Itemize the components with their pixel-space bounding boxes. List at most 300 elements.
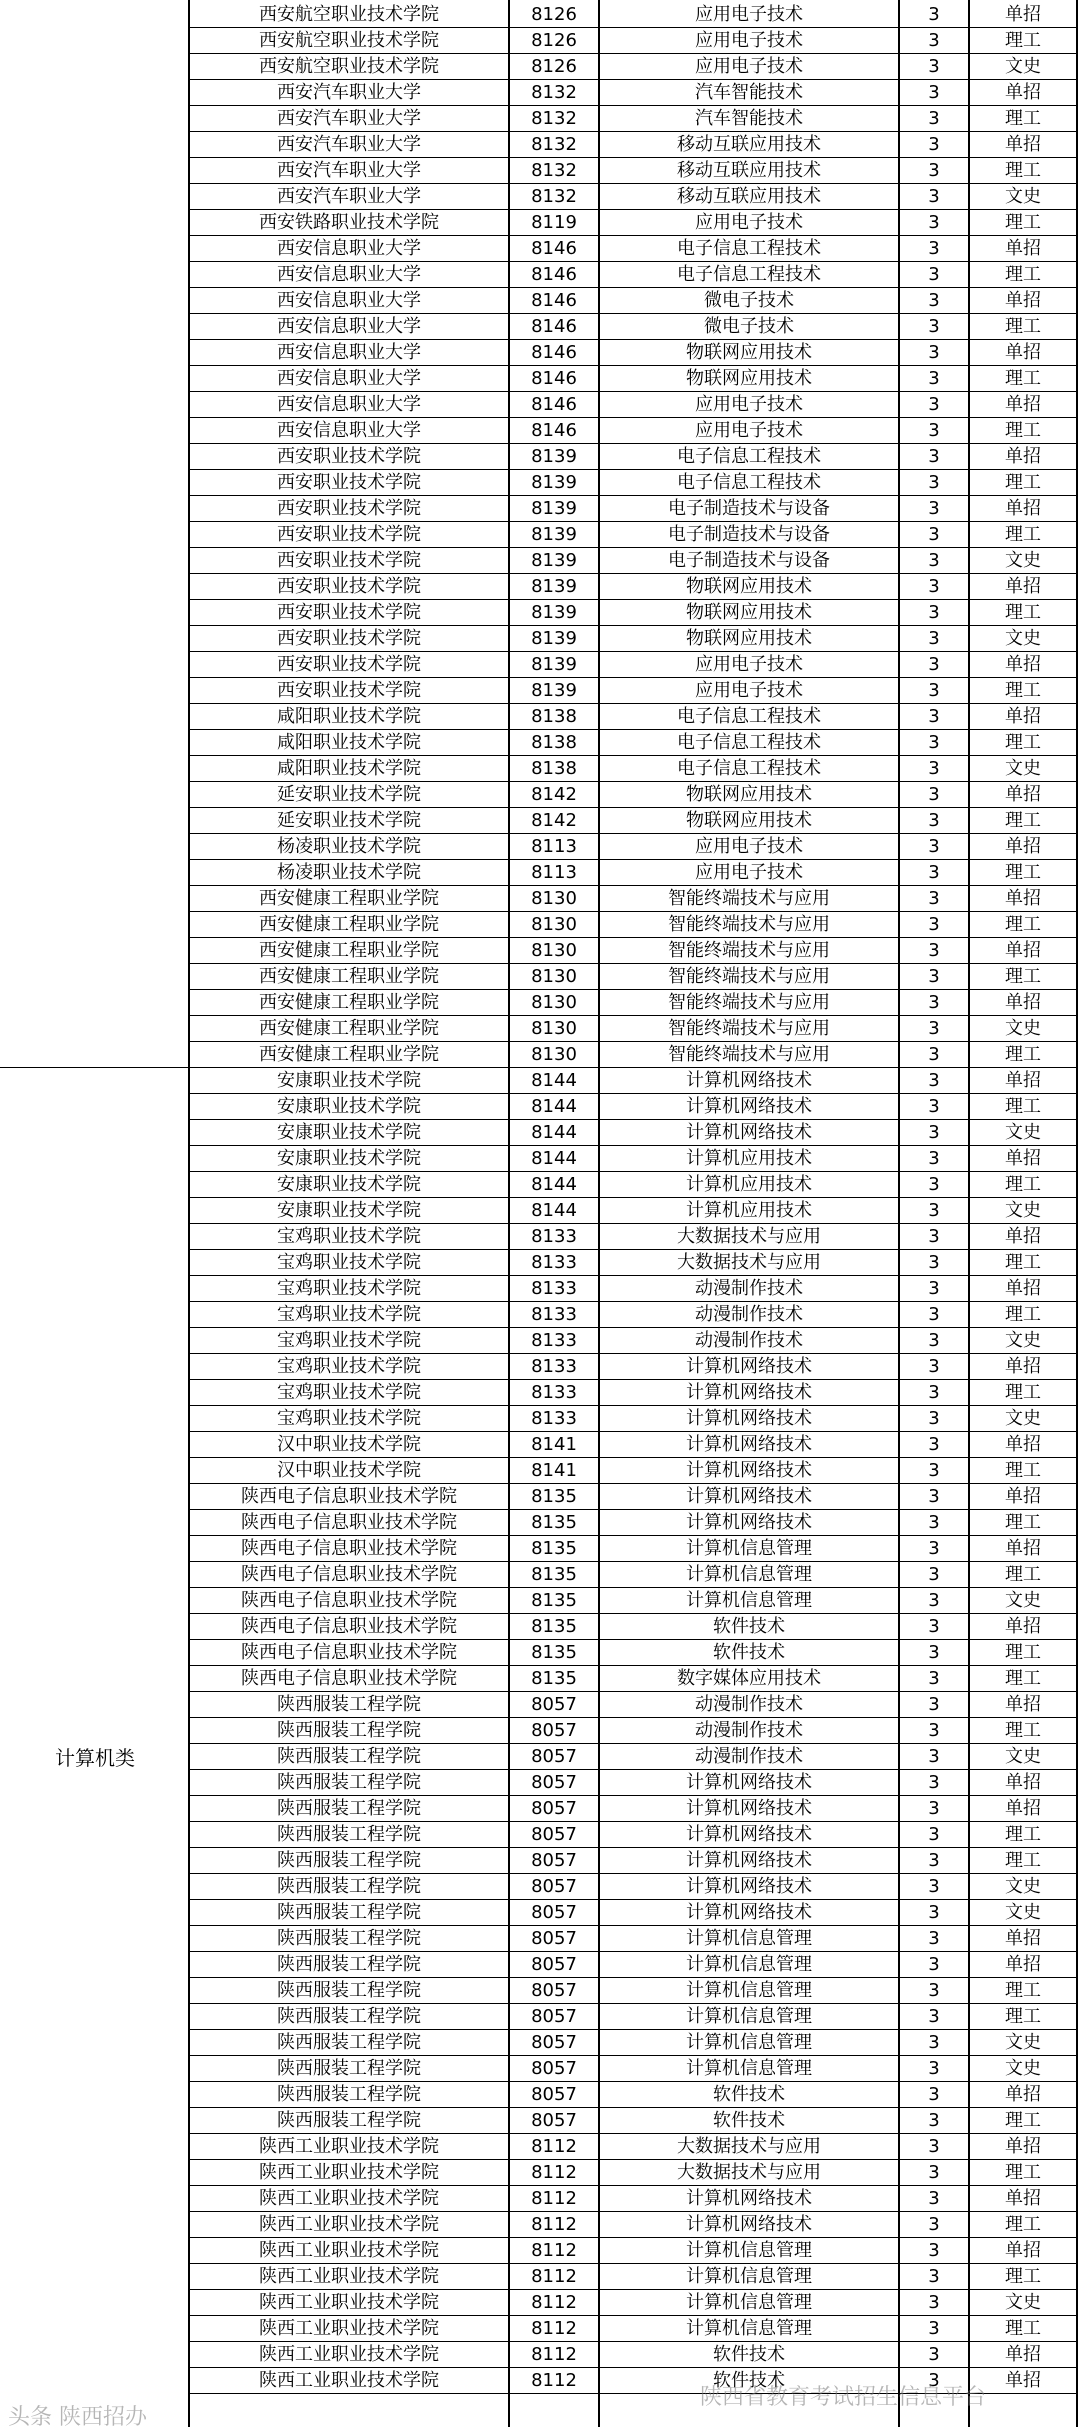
type-cell: 单招 <box>1005 1148 1041 1169</box>
code-cell: 8132 <box>531 108 577 129</box>
school-cell: 杨凌职业技术学院 <box>277 836 421 857</box>
code-cell: 8057 <box>531 1720 577 1741</box>
school-cell: 宝鸡职业技术学院 <box>277 1226 421 1247</box>
years-cell: 3 <box>928 1174 940 1195</box>
code-cell: 8126 <box>531 30 577 51</box>
major-cell: 计算机网络技术 <box>686 1408 812 1429</box>
code-cell: 8112 <box>531 2188 577 2209</box>
years-cell: 3 <box>928 134 940 155</box>
major-cell: 计算机信息管理 <box>686 1980 812 2001</box>
major-cell: 电子信息工程技术 <box>677 732 821 753</box>
type-cell: 单招 <box>1005 1070 1041 1091</box>
major-cell: 动漫制作技术 <box>695 1330 803 1351</box>
major-cell: 计算机信息管理 <box>686 2006 812 2027</box>
school-cell: 宝鸡职业技术学院 <box>277 1304 421 1325</box>
school-cell: 陕西工业职业技术学院 <box>259 2292 439 2313</box>
school-cell: 陕西电子信息职业技术学院 <box>241 1538 457 1559</box>
type-cell: 理工 <box>1005 1252 1041 1273</box>
code-cell: 8057 <box>531 1954 577 1975</box>
years-cell: 3 <box>928 238 940 259</box>
school-cell: 陕西服装工程学院 <box>277 2084 421 2105</box>
type-cell: 单招 <box>1005 1928 1041 1949</box>
major-cell: 计算机信息管理 <box>686 2292 812 2313</box>
years-cell: 3 <box>928 524 940 545</box>
major-cell: 应用电子技术 <box>695 680 803 701</box>
years-cell: 3 <box>928 1954 940 1975</box>
code-cell: 8133 <box>531 1356 577 1377</box>
type-cell: 理工 <box>1005 1564 1041 1585</box>
school-cell: 西安职业技术学院 <box>277 628 421 649</box>
code-cell: 8139 <box>531 550 577 571</box>
type-cell: 文史 <box>1005 628 1041 649</box>
major-cell: 应用电子技术 <box>695 654 803 675</box>
type-cell: 理工 <box>1005 2214 1041 2235</box>
major-cell: 计算机应用技术 <box>686 1148 812 1169</box>
school-cell: 西安职业技术学院 <box>277 550 421 571</box>
type-cell: 单招 <box>1005 1954 1041 1975</box>
major-cell: 计算机网络技术 <box>686 1772 812 1793</box>
years-cell: 3 <box>928 2136 940 2157</box>
years-cell: 3 <box>928 1096 940 1117</box>
years-cell: 3 <box>928 1746 940 1767</box>
type-cell: 单招 <box>1005 1772 1041 1793</box>
years-cell: 3 <box>928 1408 940 1429</box>
type-cell: 理工 <box>1005 160 1041 181</box>
school-cell: 陕西服装工程学院 <box>277 2006 421 2027</box>
school-cell: 西安健康工程职业学院 <box>259 966 439 987</box>
major-cell: 电子信息工程技术 <box>677 706 821 727</box>
school-cell: 陕西服装工程学院 <box>277 1720 421 1741</box>
type-cell: 单招 <box>1005 1616 1041 1637</box>
major-cell: 智能终端技术与应用 <box>668 992 830 1013</box>
code-cell: 8057 <box>531 2110 577 2131</box>
type-cell: 单招 <box>1005 394 1041 415</box>
school-cell: 陕西服装工程学院 <box>277 1850 421 1871</box>
major-cell: 物联网应用技术 <box>686 576 812 597</box>
major-cell: 应用电子技术 <box>695 4 803 25</box>
type-cell: 单招 <box>1005 498 1041 519</box>
school-cell: 西安职业技术学院 <box>277 524 421 545</box>
major-cell: 物联网应用技术 <box>686 602 812 623</box>
major-cell: 汽车智能技术 <box>695 108 803 129</box>
type-cell: 单招 <box>1005 1356 1041 1377</box>
type-cell: 理工 <box>1005 1720 1041 1741</box>
years-cell: 3 <box>928 2188 940 2209</box>
type-cell: 单招 <box>1005 1798 1041 1819</box>
school-cell: 西安信息职业大学 <box>277 238 421 259</box>
years-cell: 3 <box>928 316 940 337</box>
major-cell: 移动互联应用技术 <box>677 134 821 155</box>
type-cell: 文史 <box>1005 2292 1041 2313</box>
code-cell: 8146 <box>531 368 577 389</box>
type-cell: 文史 <box>1005 1408 1041 1429</box>
type-cell: 理工 <box>1005 316 1041 337</box>
code-cell: 8132 <box>531 186 577 207</box>
major-cell: 电子信息工程技术 <box>677 446 821 467</box>
years-cell: 3 <box>928 1694 940 1715</box>
years-cell: 3 <box>928 966 940 987</box>
school-cell: 汉中职业技术学院 <box>277 1434 421 1455</box>
code-cell: 8130 <box>531 1018 577 1039</box>
school-cell: 陕西工业职业技术学院 <box>259 2266 439 2287</box>
major-cell: 软件技术 <box>713 2344 785 2365</box>
type-cell: 理工 <box>1005 420 1041 441</box>
years-cell: 3 <box>928 2240 940 2261</box>
major-cell: 智能终端技术与应用 <box>668 888 830 909</box>
code-cell: 8057 <box>531 1798 577 1819</box>
major-cell: 应用电子技术 <box>695 836 803 857</box>
type-cell: 单招 <box>1005 1278 1041 1299</box>
type-cell: 理工 <box>1005 524 1041 545</box>
type-cell: 单招 <box>1005 836 1041 857</box>
major-cell: 汽车智能技术 <box>695 82 803 103</box>
code-cell: 8132 <box>531 134 577 155</box>
school-cell: 西安信息职业大学 <box>277 290 421 311</box>
school-cell: 西安汽车职业大学 <box>277 82 421 103</box>
years-cell: 3 <box>928 82 940 103</box>
years-cell: 3 <box>928 2032 940 2053</box>
major-cell: 动漫制作技术 <box>695 1720 803 1741</box>
years-cell: 3 <box>928 784 940 805</box>
major-cell: 计算机信息管理 <box>686 2266 812 2287</box>
type-cell: 理工 <box>1005 2006 1041 2027</box>
type-cell: 理工 <box>1005 2110 1041 2131</box>
school-cell: 陕西服装工程学院 <box>277 1694 421 1715</box>
years-cell: 3 <box>928 654 940 675</box>
type-cell: 理工 <box>1005 1382 1041 1403</box>
years-cell: 3 <box>928 2110 940 2131</box>
watermark-right: 陕西省教育考试招生信息平台 <box>700 2385 987 2410</box>
years-cell: 3 <box>928 368 940 389</box>
school-cell: 西安职业技术学院 <box>277 576 421 597</box>
school-cell: 陕西电子信息职业技术学院 <box>241 1512 457 1533</box>
type-cell: 文史 <box>1005 550 1041 571</box>
major-cell: 智能终端技术与应用 <box>668 966 830 987</box>
years-cell: 3 <box>928 394 940 415</box>
type-cell: 单招 <box>1005 4 1041 25</box>
major-cell: 电子信息工程技术 <box>677 758 821 779</box>
type-cell: 理工 <box>1005 2162 1041 2183</box>
school-cell: 西安信息职业大学 <box>277 342 421 363</box>
years-cell: 3 <box>928 2292 940 2313</box>
major-cell: 移动互联应用技术 <box>677 160 821 181</box>
code-cell: 8112 <box>531 2136 577 2157</box>
code-cell: 8139 <box>531 472 577 493</box>
years-cell: 3 <box>928 1980 940 2001</box>
type-cell: 理工 <box>1005 1824 1041 1845</box>
years-cell: 3 <box>928 1330 940 1351</box>
type-cell: 理工 <box>1005 108 1041 129</box>
years-cell: 3 <box>928 1798 940 1819</box>
major-cell: 应用电子技术 <box>695 56 803 77</box>
school-cell: 陕西服装工程学院 <box>277 2110 421 2131</box>
school-cell: 西安职业技术学院 <box>277 498 421 519</box>
major-cell: 动漫制作技术 <box>695 1304 803 1325</box>
major-cell: 动漫制作技术 <box>695 1694 803 1715</box>
years-cell: 3 <box>928 862 940 883</box>
years-cell: 3 <box>928 1850 940 1871</box>
code-cell: 8139 <box>531 602 577 623</box>
type-cell: 文史 <box>1005 56 1041 77</box>
code-cell: 8139 <box>531 680 577 701</box>
years-cell: 3 <box>928 1304 940 1325</box>
type-cell: 文史 <box>1005 1902 1041 1923</box>
code-cell: 8057 <box>531 1746 577 1767</box>
type-cell: 单招 <box>1005 1486 1041 1507</box>
years-cell: 3 <box>928 576 940 597</box>
school-cell: 陕西工业职业技术学院 <box>259 2136 439 2157</box>
code-cell: 8144 <box>531 1148 577 1169</box>
code-cell: 8133 <box>531 1278 577 1299</box>
school-cell: 西安健康工程职业学院 <box>259 1018 439 1039</box>
school-cell: 西安职业技术学院 <box>277 446 421 467</box>
years-cell: 3 <box>928 1928 940 1949</box>
school-cell: 陕西工业职业技术学院 <box>259 2370 439 2391</box>
school-cell: 陕西电子信息职业技术学院 <box>241 1590 457 1611</box>
code-cell: 8113 <box>531 836 577 857</box>
years-cell: 3 <box>928 1512 940 1533</box>
type-cell: 理工 <box>1005 368 1041 389</box>
years-cell: 3 <box>928 758 940 779</box>
years-cell: 3 <box>928 602 940 623</box>
code-cell: 8141 <box>531 1460 577 1481</box>
type-cell: 文史 <box>1005 186 1041 207</box>
years-cell: 3 <box>928 1018 940 1039</box>
major-cell: 电子信息工程技术 <box>677 264 821 285</box>
type-cell: 理工 <box>1005 1980 1041 2001</box>
major-cell: 动漫制作技术 <box>695 1278 803 1299</box>
years-cell: 3 <box>928 1122 940 1143</box>
major-cell: 软件技术 <box>713 2370 785 2391</box>
type-cell: 单招 <box>1005 576 1041 597</box>
school-cell: 西安健康工程职业学院 <box>259 1044 439 1065</box>
years-cell: 3 <box>928 732 940 753</box>
years-cell: 3 <box>928 1070 940 1091</box>
major-cell: 物联网应用技术 <box>686 342 812 363</box>
code-cell: 8130 <box>531 966 577 987</box>
major-cell: 软件技术 <box>713 2084 785 2105</box>
school-cell: 陕西服装工程学院 <box>277 1824 421 1845</box>
school-cell: 陕西工业职业技术学院 <box>259 2318 439 2339</box>
school-cell: 陕西电子信息职业技术学院 <box>241 1564 457 1585</box>
code-cell: 8112 <box>531 2162 577 2183</box>
major-cell: 计算机网络技术 <box>686 1876 812 1897</box>
school-cell: 西安汽车职业大学 <box>277 186 421 207</box>
school-cell: 西安汽车职业大学 <box>277 160 421 181</box>
major-cell: 电子信息工程技术 <box>677 472 821 493</box>
years-cell: 3 <box>928 2058 940 2079</box>
years-cell: 3 <box>928 1486 940 1507</box>
category-border <box>0 1067 1077 1068</box>
code-cell: 8133 <box>531 1330 577 1351</box>
school-cell: 宝鸡职业技术学院 <box>277 1356 421 1377</box>
code-cell: 8146 <box>531 342 577 363</box>
code-cell: 8139 <box>531 446 577 467</box>
type-cell: 文史 <box>1005 1122 1041 1143</box>
code-cell: 8132 <box>531 160 577 181</box>
school-cell: 咸阳职业技术学院 <box>277 706 421 727</box>
major-cell: 智能终端技术与应用 <box>668 940 830 961</box>
major-cell: 智能终端技术与应用 <box>668 1044 830 1065</box>
code-cell: 8135 <box>531 1642 577 1663</box>
school-cell: 陕西服装工程学院 <box>277 1980 421 2001</box>
major-cell: 计算机网络技术 <box>686 1382 812 1403</box>
code-cell: 8146 <box>531 420 577 441</box>
years-cell: 3 <box>928 472 940 493</box>
school-cell: 宝鸡职业技术学院 <box>277 1252 421 1273</box>
code-cell: 8057 <box>531 1694 577 1715</box>
code-cell: 8135 <box>531 1486 577 1507</box>
code-cell: 8112 <box>531 2318 577 2339</box>
type-cell: 文史 <box>1005 2058 1041 2079</box>
years-cell: 3 <box>928 2344 940 2365</box>
school-cell: 汉中职业技术学院 <box>277 1460 421 1481</box>
code-cell: 8144 <box>531 1096 577 1117</box>
years-cell: 3 <box>928 186 940 207</box>
code-cell: 8133 <box>531 1382 577 1403</box>
major-cell: 智能终端技术与应用 <box>668 914 830 935</box>
type-cell: 单招 <box>1005 82 1041 103</box>
type-cell: 理工 <box>1005 914 1041 935</box>
code-cell: 8138 <box>531 706 577 727</box>
type-cell: 理工 <box>1005 1512 1041 1533</box>
type-cell: 文史 <box>1005 2032 1041 2053</box>
school-cell: 陕西电子信息职业技术学院 <box>241 1642 457 1663</box>
school-cell: 西安航空职业技术学院 <box>259 56 439 77</box>
years-cell: 3 <box>928 212 940 233</box>
type-cell: 单招 <box>1005 992 1041 1013</box>
major-cell: 微电子技术 <box>704 290 794 311</box>
type-cell: 理工 <box>1005 966 1041 987</box>
major-cell: 计算机网络技术 <box>686 1070 812 1091</box>
type-cell: 单招 <box>1005 238 1041 259</box>
code-cell: 8138 <box>531 758 577 779</box>
major-cell: 计算机网络技术 <box>686 2214 812 2235</box>
school-cell: 西安航空职业技术学院 <box>259 4 439 25</box>
major-cell: 微电子技术 <box>704 316 794 337</box>
type-cell: 理工 <box>1005 1096 1041 1117</box>
type-cell: 文史 <box>1005 1200 1041 1221</box>
school-cell: 陕西服装工程学院 <box>277 1772 421 1793</box>
years-cell: 3 <box>928 888 940 909</box>
code-cell: 8139 <box>531 498 577 519</box>
code-cell: 8138 <box>531 732 577 753</box>
code-cell: 8130 <box>531 888 577 909</box>
major-cell: 计算机信息管理 <box>686 2058 812 2079</box>
code-cell: 8057 <box>531 2084 577 2105</box>
school-cell: 西安健康工程职业学院 <box>259 914 439 935</box>
code-cell: 8135 <box>531 1512 577 1533</box>
years-cell: 3 <box>928 810 940 831</box>
school-cell: 陕西电子信息职业技术学院 <box>241 1486 457 1507</box>
code-cell: 8144 <box>531 1070 577 1091</box>
code-cell: 8130 <box>531 940 577 961</box>
major-cell: 计算机网络技术 <box>686 1512 812 1533</box>
major-cell: 软件技术 <box>713 1616 785 1637</box>
years-cell: 3 <box>928 2084 940 2105</box>
type-cell: 理工 <box>1005 472 1041 493</box>
type-cell: 文史 <box>1005 1746 1041 1767</box>
code-cell: 8139 <box>531 628 577 649</box>
school-cell: 陕西服装工程学院 <box>277 2032 421 2053</box>
school-cell: 陕西服装工程学院 <box>277 1746 421 1767</box>
school-cell: 西安信息职业大学 <box>277 316 421 337</box>
major-cell: 计算机网络技术 <box>686 1096 812 1117</box>
major-cell: 计算机应用技术 <box>686 1200 812 1221</box>
major-cell: 应用电子技术 <box>695 862 803 883</box>
type-cell: 理工 <box>1005 30 1041 51</box>
type-cell: 单招 <box>1005 290 1041 311</box>
school-cell: 安康职业技术学院 <box>277 1122 421 1143</box>
code-cell: 8130 <box>531 914 577 935</box>
years-cell: 3 <box>928 1538 940 1559</box>
years-cell: 3 <box>928 1356 940 1377</box>
code-cell: 8135 <box>531 1564 577 1585</box>
major-cell: 移动互联应用技术 <box>677 186 821 207</box>
school-cell: 宝鸡职业技术学院 <box>277 1382 421 1403</box>
major-cell: 应用电子技术 <box>695 30 803 51</box>
code-cell: 8130 <box>531 992 577 1013</box>
major-cell: 计算机信息管理 <box>686 1954 812 1975</box>
school-cell: 咸阳职业技术学院 <box>277 732 421 753</box>
years-cell: 3 <box>928 1616 940 1637</box>
major-cell: 电子制造技术与设备 <box>668 524 830 545</box>
major-cell: 计算机信息管理 <box>686 1564 812 1585</box>
years-cell: 3 <box>928 1434 940 1455</box>
school-cell: 延安职业技术学院 <box>277 784 421 805</box>
type-cell: 理工 <box>1005 1642 1041 1663</box>
type-cell: 理工 <box>1005 1460 1041 1481</box>
code-cell: 8132 <box>531 82 577 103</box>
school-cell: 延安职业技术学院 <box>277 810 421 831</box>
major-cell: 应用电子技术 <box>695 420 803 441</box>
type-cell: 单招 <box>1005 2240 1041 2261</box>
years-cell: 3 <box>928 1642 940 1663</box>
code-cell: 8135 <box>531 1616 577 1637</box>
years-cell: 3 <box>928 498 940 519</box>
major-cell: 计算机信息管理 <box>686 2240 812 2261</box>
school-cell: 陕西服装工程学院 <box>277 1902 421 1923</box>
type-cell: 理工 <box>1005 1850 1041 1871</box>
years-cell: 3 <box>928 680 940 701</box>
code-cell: 8119 <box>531 212 577 233</box>
school-cell: 西安航空职业技术学院 <box>259 30 439 51</box>
type-cell: 单招 <box>1005 1226 1041 1247</box>
type-cell: 理工 <box>1005 862 1041 883</box>
major-cell: 软件技术 <box>713 1642 785 1663</box>
code-cell: 8141 <box>531 1434 577 1455</box>
major-cell: 大数据技术与应用 <box>677 2162 821 2183</box>
major-cell: 动漫制作技术 <box>695 1746 803 1767</box>
code-cell: 8112 <box>531 2344 577 2365</box>
school-cell: 西安健康工程职业学院 <box>259 992 439 1013</box>
code-cell: 8133 <box>531 1408 577 1429</box>
years-cell: 3 <box>928 1668 940 1689</box>
type-cell: 文史 <box>1005 1018 1041 1039</box>
type-cell: 单招 <box>1005 1694 1041 1715</box>
type-cell: 单招 <box>1005 2344 1041 2365</box>
code-cell: 8113 <box>531 862 577 883</box>
school-cell: 西安健康工程职业学院 <box>259 888 439 909</box>
code-cell: 8126 <box>531 4 577 25</box>
code-cell: 8057 <box>531 1980 577 2001</box>
type-cell: 单招 <box>1005 2084 1041 2105</box>
type-cell: 理工 <box>1005 212 1041 233</box>
school-cell: 西安健康工程职业学院 <box>259 940 439 961</box>
major-cell: 计算机信息管理 <box>686 1928 812 1949</box>
school-cell: 安康职业技术学院 <box>277 1148 421 1169</box>
type-cell: 理工 <box>1005 1304 1041 1325</box>
